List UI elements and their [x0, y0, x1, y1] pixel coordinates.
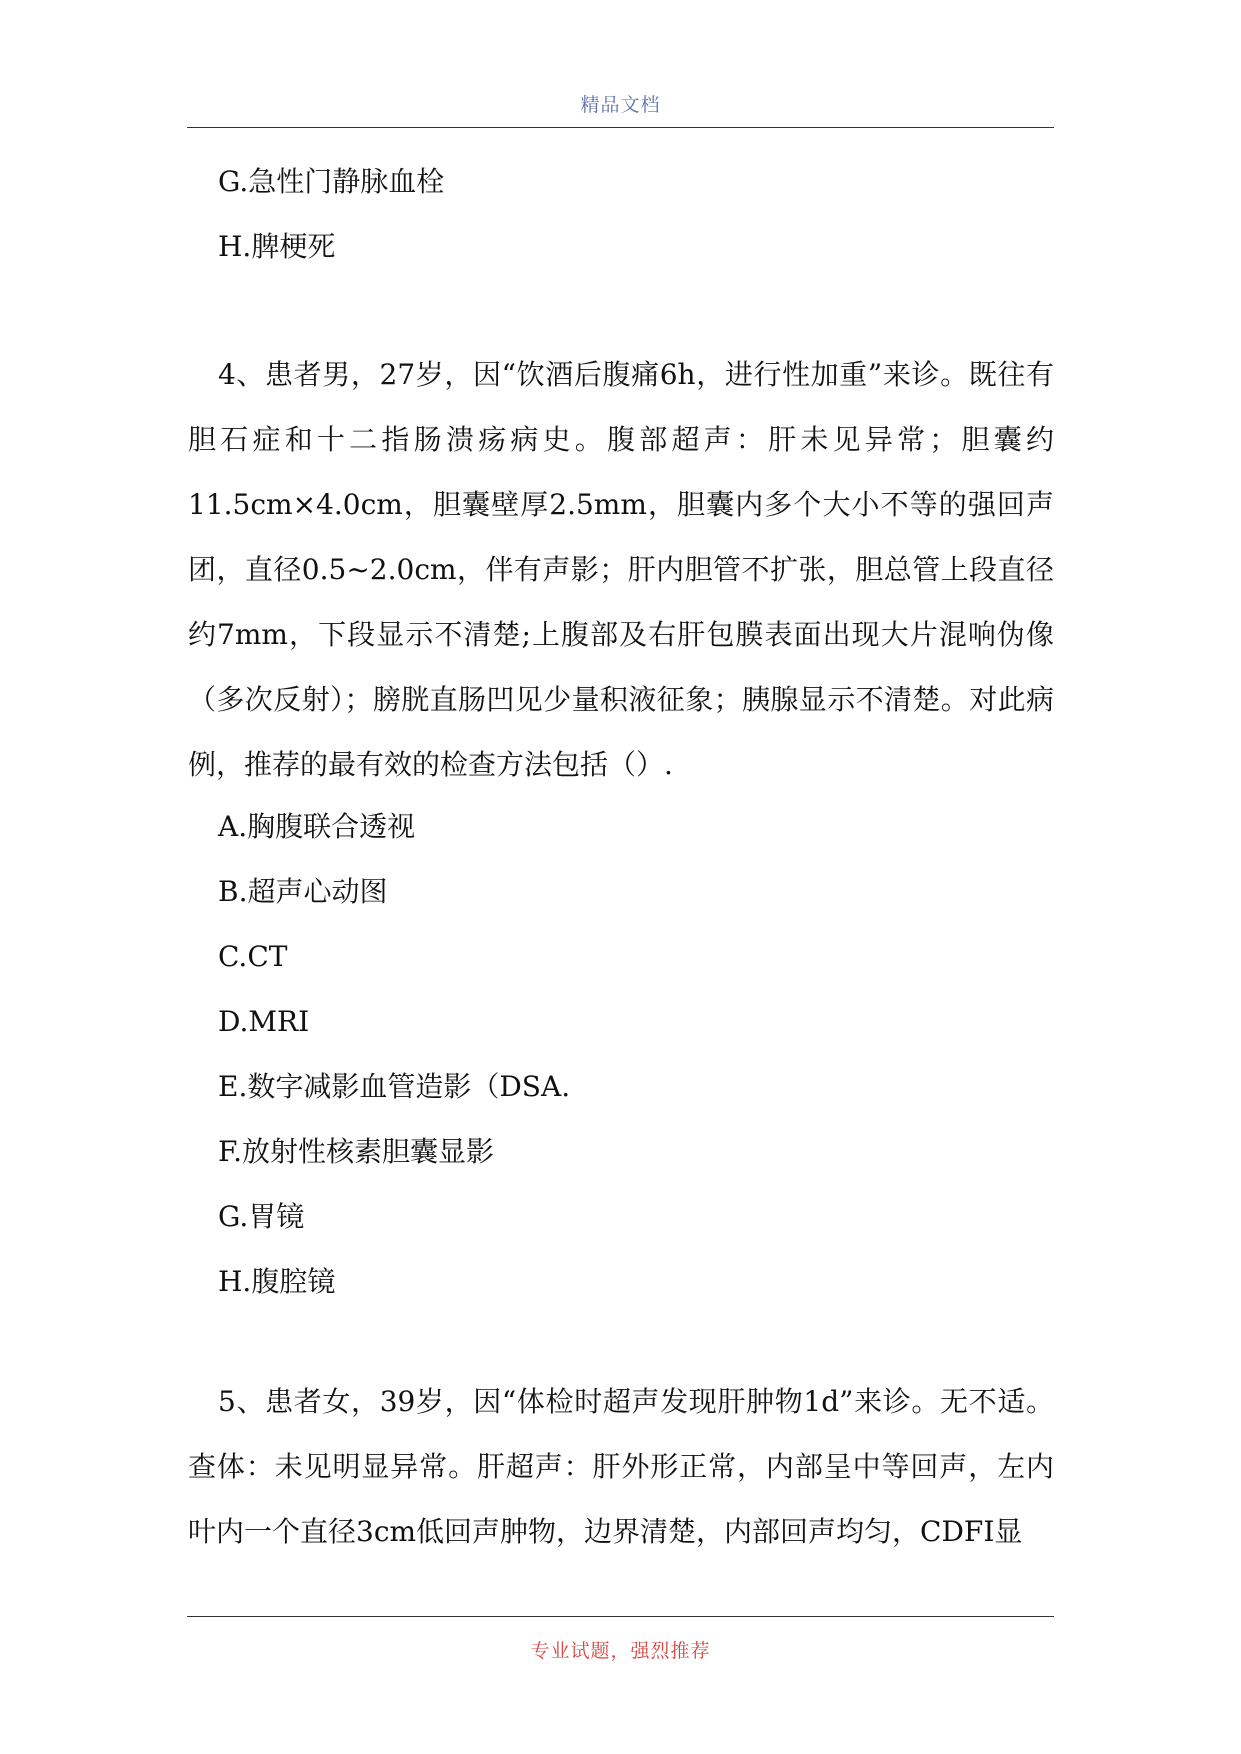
header-divider [187, 127, 1054, 128]
q4-option-d: D.MRI [218, 1005, 310, 1038]
footer-divider [187, 1616, 1054, 1617]
page-header-title: 精品文档 [580, 94, 661, 116]
q4-option-c: C.CT [218, 940, 288, 973]
q4-option-h: H.腹腔镜 [218, 1265, 336, 1298]
page-footer-text: 专业试题，强烈推荐 [530, 1640, 711, 1662]
q4-option-a: A.胸腹联合透视 [218, 810, 416, 843]
prev-option-h: H.脾梗死 [218, 230, 336, 263]
question-4-options [188, 807, 1054, 1302]
q4-option-g: G.胃镜 [218, 1200, 305, 1233]
prev-option-g: G.急性门静脉血栓 [218, 165, 445, 198]
q4-option-b: B.超声心动图 [218, 875, 388, 908]
question-5-text: 5、患者女，39岁，因“体检时超声发现肝肿物1d”来诊。无不适。查体：未见明显异常。肝超声：肝外形正常，内部呈中等回声，左内叶内一个直径3cm低回声肿物，边界清楚，内部回声均匀，CDFI显 [188, 1385, 1054, 1548]
document-body [188, 162, 1054, 1564]
q4-option-e: E.数字减影血管造影（DSA. [218, 1070, 571, 1103]
question-4-text: 4、患者男，27岁，因“饮酒后腹痛6h，进行性加重”来诊。既往有胆石症和十二指肠溃疡病史。腹部超声：肝未见异常；胆囊约11.5cm×4.0cm，胆囊壁厚2.5mm，胆囊内多个大小不等的强回声团，直径0.5~2.0cm，伴有声影；肝内胆管不扩张，胆总管上段直径约7mm，下段显示不清楚;上腹部及右肝包膜表面出现大片混响伪像（多次反射）；膀胱直肠凹见少量积液征象；胰腺显示不清楚。对此病例，推荐的最有效的检查方法包括（）. [188, 358, 1054, 781]
q4-option-f: F.放射性核素胆囊显影 [218, 1135, 494, 1168]
